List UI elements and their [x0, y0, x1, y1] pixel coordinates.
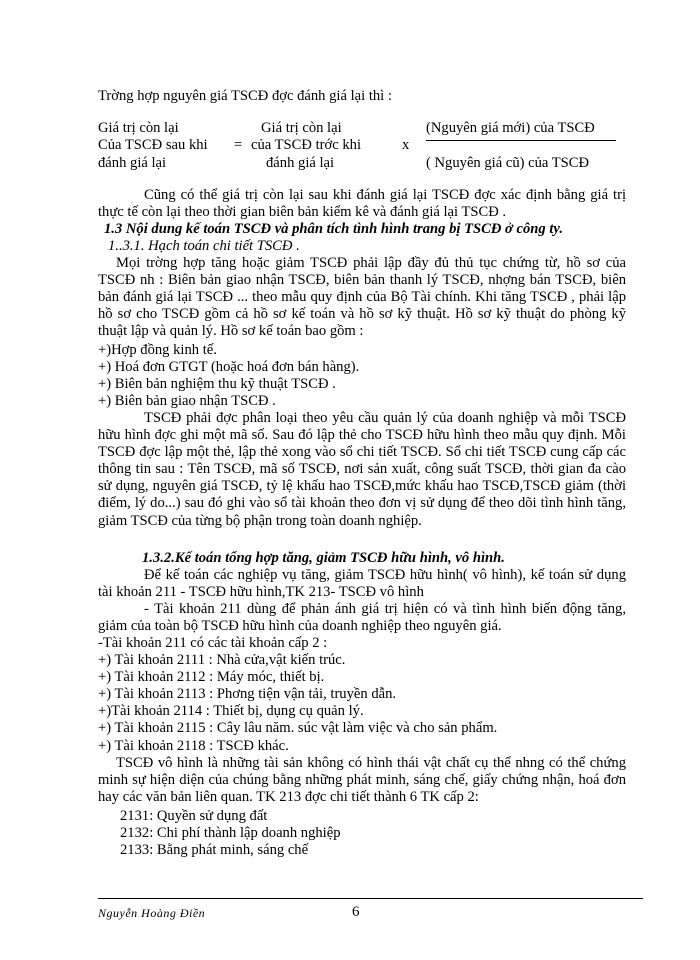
list-item: +) Tài khoản 2113 : Phơng tiện vận tải, truyền dẫn. [98, 686, 397, 703]
paragraph-4: Để kế toán các nghiệp vụ tăng, giảm TSCĐ hữu hình( vô hình), kế toán sử dụng tài khoản 211 - TSCĐ hữu hình,TK 213- TSCĐ vô hình [98, 567, 626, 601]
paragraph-1: Cũng có thể giá trị còn lại sau khi đánh giá lại TSCĐ đợc xác định bằng giá trị thực tế còn lại theo thời gian biên bản kiểm kê và đánh giá lại TSCĐ . [98, 187, 626, 221]
footer-divider [98, 898, 643, 899]
paragraph-3: TSCĐ phải đợc phân loại theo yêu cầu quản lý của doanh nghiệp và mỗi TSCĐ hữu hình đợc ghi một mã số. Sau đó lập thẻ cho TSCĐ hữu hình theo mẫu quy định. Mỗi TSCĐ đợc lập một thẻ, lập thẻ xong vào sổ chi tiết TSCĐ. Sổ chi tiết TSCĐ cung cấp các thông tin sau : Tên TSCĐ, mã số TSCĐ, nơi sản xuất, công suất TSCĐ, thời gian đa cào sử dụng, nguyên giá TSCĐ, tỷ lệ khấu hao TSCĐ,mức khấu hao TSCĐ,TSCĐ giảm (thời điểm, lý do...) sau đó ghi vào sổ tài khoản theo đơn vị sử dụng để theo dõi tình hình tăng, giảm TSCĐ của từng bộ phận trong toàn doanh nghiệp. [98, 410, 626, 529]
list-item: 2131: Quyền sử dụng đất [120, 808, 268, 824]
list-accounts-213 [120, 808, 341, 859]
heading-1-3-1: 1..3.1. Hạch toán chi tiết TSCĐ . [108, 238, 300, 254]
list-item: +) Biên bản nghiệm thu kỹ thuật TSCĐ . [98, 376, 336, 393]
list-item: +) Hoá đơn GTGT (hoặc hoá đơn bán hàng). [98, 359, 360, 376]
list-accounts-211 [98, 635, 497, 755]
paragraph-2: Mọi trờng hợp tăng hoặc giảm TSCĐ phải lập đầy đủ thủ tục chứng từ, hồ sơ của TSCĐ nh : Biên bản giao nhận TSCĐ, biên bản thanh lý TSCĐ, nhợng bán TSCĐ, biên bản đánh giá lại TSCĐ ... theo mẫu quy định của Bộ Tài chính. Khi tăng TSCĐ , phải lập hồ sơ cho TSCĐ gồm cả hồ sơ kế toán và hồ sơ kỹ thuật. Hồ sơ kỹ thuật do phòng kỹ thuật lập và quản lý. Hồ sơ kế toán bao gồm : [98, 255, 626, 340]
footer-author: Nguyễn Hoàng Điền [98, 906, 206, 920]
list-item: +) Tài khoản 2115 : Cây lâu năm. súc vật làm việc và cho sản phẩm. [98, 720, 498, 737]
list-item: 2132: Chi phí thành lập doanh nghiệp [120, 825, 341, 842]
formula-middle-3: đánh giá lại [266, 155, 335, 171]
intro-line: Trờng hợp nguyên giá TSCĐ đợc đánh giá lại thì : [98, 88, 392, 104]
list-item: +) Tài khoản 2112 : Máy móc, thiết bị. [98, 669, 325, 686]
formula-times: x [402, 137, 410, 153]
list-item: +) Biên bản giao nhận TSCĐ . [98, 393, 276, 410]
paragraph-5: - Tài khoản 211 dùng để phản ánh giá trị hiện có và tình hình biến động tăng, giảm của toàn bộ TSCĐ hữu hình của doanh nghiệp theo nguyên giá. [98, 601, 626, 635]
formula-numerator: (Nguyên giá mới) của TSCĐ [426, 120, 595, 136]
formula-left-2: Của TSCĐ sau khi [98, 137, 208, 153]
list-item: +) Tài khoản 2118 : TSCĐ khác. [98, 737, 289, 754]
list-item: -Tài khoản 211 có các tài khoản cấp 2 : [98, 635, 328, 651]
heading-1-3: 1.3 Nội dung kế toán TSCĐ và phân tích tình hình trang bị TSCĐ ở công ty. [104, 221, 563, 237]
formula-denominator: ( Nguyên giá cũ) của TSCĐ [426, 155, 590, 171]
heading-1-3-2: 1.3.2.Kế toán tổng hợp tăng, giảm TSCĐ hữu hình, vô hình. [142, 550, 505, 566]
formula-middle-1: Giá trị còn lại [261, 120, 342, 136]
list-item: +) Tài khoản 2111 : Nhà cửa,vật kiến trúc. [98, 652, 346, 669]
list-item: +)Tài khoản 2114 : Thiết bị, dụng cụ quản lý. [98, 703, 364, 720]
fraction-bar [426, 140, 616, 141]
formula-equals: = [234, 137, 243, 153]
list-item: 2133: Bằng phát minh, sáng chế [120, 842, 309, 859]
list-documents [98, 342, 359, 410]
formula-left-1: Giá trị còn lại [98, 120, 179, 136]
formula-middle-2: của TSCĐ trớc khi [251, 137, 361, 153]
formula-left-3: đánh giá lại [98, 155, 167, 171]
page-number: 6 [352, 904, 360, 920]
list-item: +)Hợp đồng kinh tế. [98, 342, 217, 358]
paragraph-6: TSCĐ vô hình là những tài sản không có hình thái vật chất cụ thể nhng có thể chứng minh sự hiện diện của chúng bằng những phát minh, sáng chế, giấy chứng nhận, hoá đơn hay các văn bản liên quan. TK 213 đợc chi tiết thành 6 TK cấp 2: [98, 755, 626, 806]
